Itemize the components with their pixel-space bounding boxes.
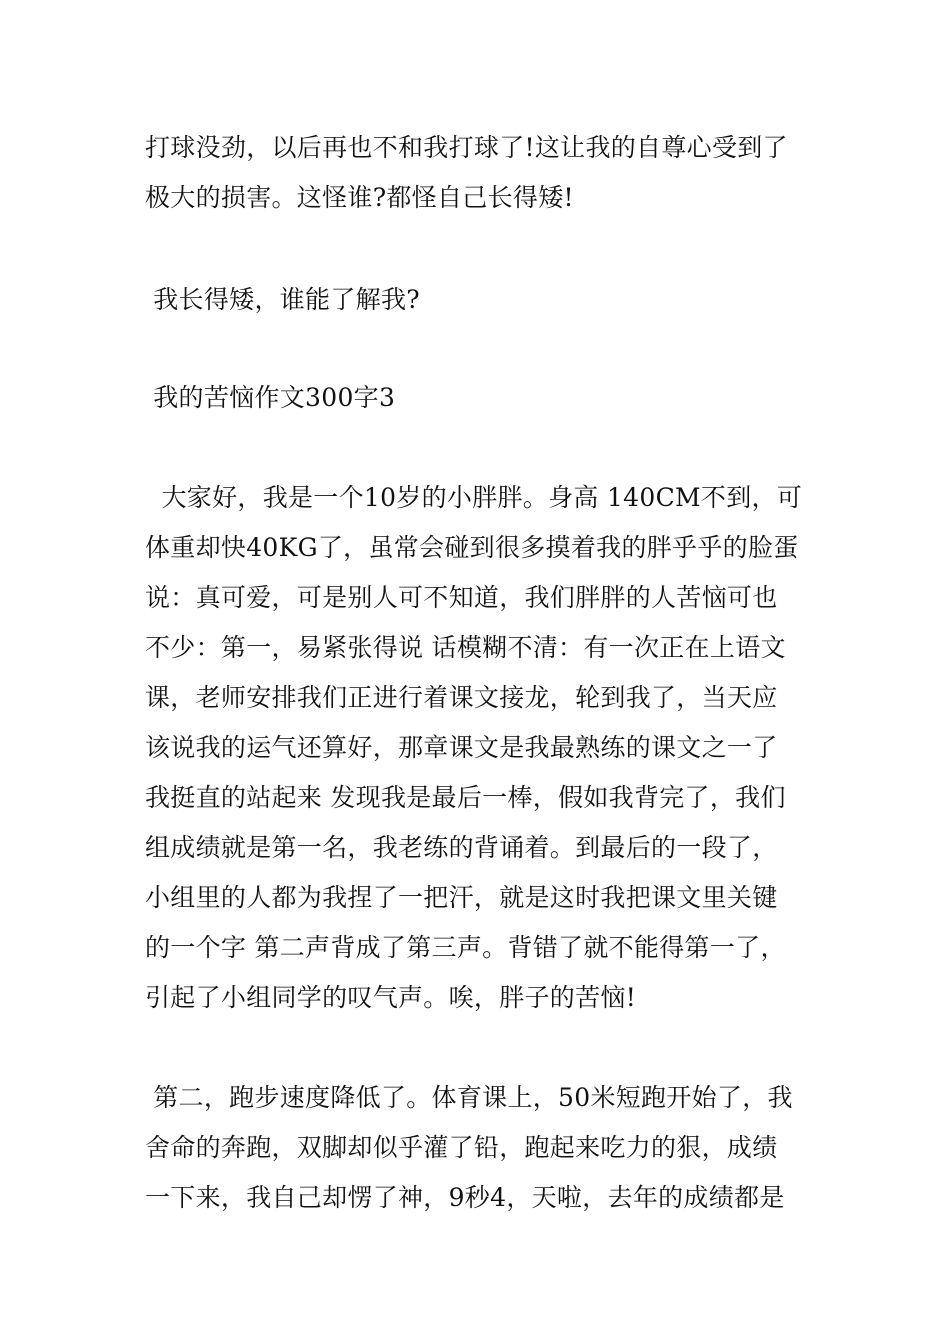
- text-line: 大家好，我是一个10岁的小胖胖。身高 140CM不到，可: [145, 483, 803, 512]
- text-line: 我挺直的站起来 发现我是最后一棒，假如我背完了，我们: [145, 783, 786, 812]
- text-line: 第二，跑步速度降低了。体育课上，50米短跑开始了，我: [145, 1083, 793, 1112]
- section-heading: 我的苦恼作文300字3: [145, 383, 396, 412]
- text-line: 该说我的运气还算好，那章课文是我最熟练的课文之一了: [145, 733, 778, 762]
- text-line: 打球没劲，以后再也不和我打球了!这让我的自尊心受到了: [145, 133, 788, 162]
- text-line: 小组里的人都为我捏了一把汗，就是这时我把课文里关键: [145, 883, 778, 912]
- text-line: 不少：第一，易紧张得说 话模糊不清：有一次正在上语文: [145, 633, 786, 662]
- text-line: 组成绩就是第一名，我老练的背诵着。到最后的一段了，: [145, 833, 778, 862]
- text-line: 说：真可爱，可是别人可不知道，我们胖胖的人苦恼可也: [145, 583, 778, 612]
- text-line: 一下来，我自己却愣了神，9秒4，天啦，去年的成绩都是: [145, 1183, 785, 1212]
- text-line: 舍命的奔跑，双脚却似乎灌了铅，跑起来吃力的狠，成绩: [145, 1133, 778, 1162]
- text-line: 引起了小组同学的叹气声。唉，胖子的苦恼!: [145, 983, 637, 1012]
- text-line: 的一个字 第二声背成了第三声。背错了就不能得第一了，: [145, 933, 786, 962]
- text-line: 极大的损害。这怪谁?都怪自己长得矮!: [145, 183, 574, 212]
- text-line: 课，老师安排我们正进行着课文接龙，轮到我了，当天应: [145, 683, 778, 712]
- text-line: 我长得矮，谁能了解我?: [145, 285, 420, 314]
- text-line: 体重却快40KG了，虽常会碰到很多摸着我的胖乎乎的脸蛋: [145, 533, 799, 562]
